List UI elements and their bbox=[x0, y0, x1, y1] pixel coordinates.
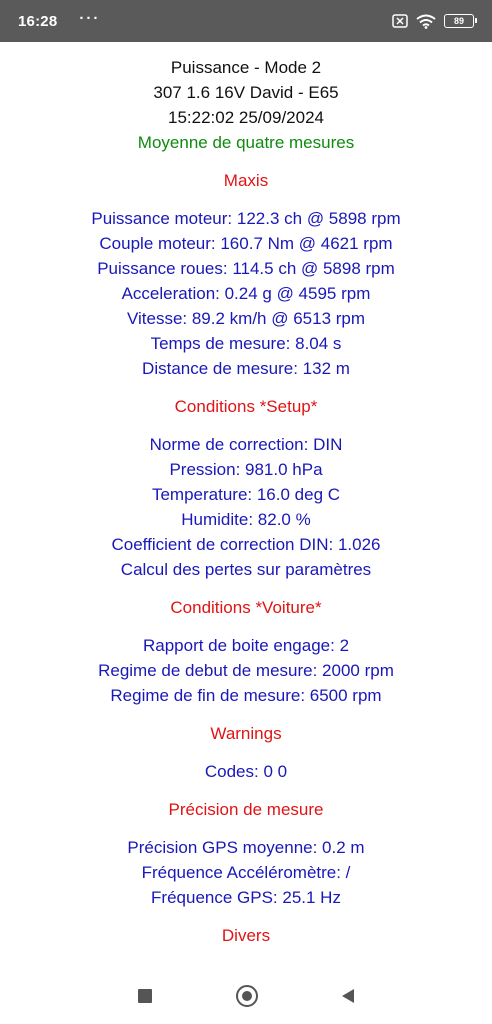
sim-off-icon bbox=[392, 14, 408, 28]
maxis-line: Vitesse: 89.2 km/h @ 6513 rpm bbox=[126, 309, 366, 328]
precision-line: Fréquence GPS: 25.1 Hz bbox=[151, 888, 341, 907]
recents-square-icon[interactable] bbox=[133, 984, 157, 1008]
maxis-line: Couple moteur: 160.7 Nm @ 4621 rpm bbox=[99, 234, 393, 253]
setup-line: Norme de correction: DIN bbox=[149, 435, 343, 454]
status-time: 16:28 bbox=[18, 12, 58, 30]
maxis-line: Temps de mesure: 8.04 s bbox=[150, 334, 342, 353]
section-title-warnings: Warnings bbox=[210, 724, 282, 743]
voiture-line: Regime de fin de mesure: 6500 rpm bbox=[110, 686, 382, 705]
wifi-icon bbox=[416, 14, 436, 29]
precision-line: Fréquence Accéléromètre: / bbox=[141, 863, 351, 882]
maxis-line: Puissance moteur: 122.3 ch @ 5898 rpm bbox=[91, 209, 401, 228]
status-bar bbox=[0, 0, 492, 42]
setup-line: Pression: 981.0 hPa bbox=[169, 460, 323, 479]
maxis-line: Puissance roues: 114.5 ch @ 5898 rpm bbox=[97, 259, 395, 278]
maxis-line: Distance de mesure: 132 m bbox=[142, 359, 350, 378]
section-title-maxis: Maxis bbox=[223, 171, 269, 190]
maxis-line: Acceleration: 0.24 g @ 4595 rpm bbox=[121, 284, 371, 303]
measurement-report bbox=[0, 55, 492, 960]
status-bar-right bbox=[392, 14, 474, 29]
status-bar-left bbox=[18, 9, 101, 30]
navigation-bar bbox=[0, 966, 492, 1024]
section-title-setup: Conditions *Setup* bbox=[174, 397, 318, 416]
voiture-line: Rapport de boite engage: 2 bbox=[142, 636, 350, 655]
setup-line: Calcul des pertes sur paramètres bbox=[120, 560, 372, 579]
section-title-voiture: Conditions *Voiture* bbox=[170, 598, 322, 617]
report-datetime: 15:22:02 25/09/2024 bbox=[168, 108, 324, 127]
back-triangle-icon[interactable] bbox=[336, 984, 360, 1008]
setup-line: Temperature: 16.0 deg C bbox=[151, 485, 341, 504]
home-circle-icon[interactable] bbox=[235, 984, 259, 1008]
section-title-precision: Précision de mesure bbox=[168, 800, 324, 819]
more-notifications-icon: ··· bbox=[79, 9, 101, 27]
warnings-line: Codes: 0 0 bbox=[204, 762, 288, 781]
precision-line: Précision GPS moyenne: 0.2 m bbox=[127, 838, 365, 857]
report-subtitle: Moyenne de quatre mesures bbox=[137, 133, 355, 152]
battery-icon bbox=[444, 14, 474, 28]
battery-level: 89 bbox=[453, 16, 464, 26]
vehicle-name: 307 1.6 16V David - E65 bbox=[153, 83, 339, 102]
voiture-line: Regime de debut de mesure: 2000 rpm bbox=[98, 661, 394, 680]
report-title: Puissance - Mode 2 bbox=[170, 58, 322, 77]
section-title-divers: Divers bbox=[221, 926, 271, 945]
setup-line: Humidite: 82.0 % bbox=[181, 510, 311, 529]
setup-line: Coefficient de correction DIN: 1.026 bbox=[111, 535, 381, 554]
